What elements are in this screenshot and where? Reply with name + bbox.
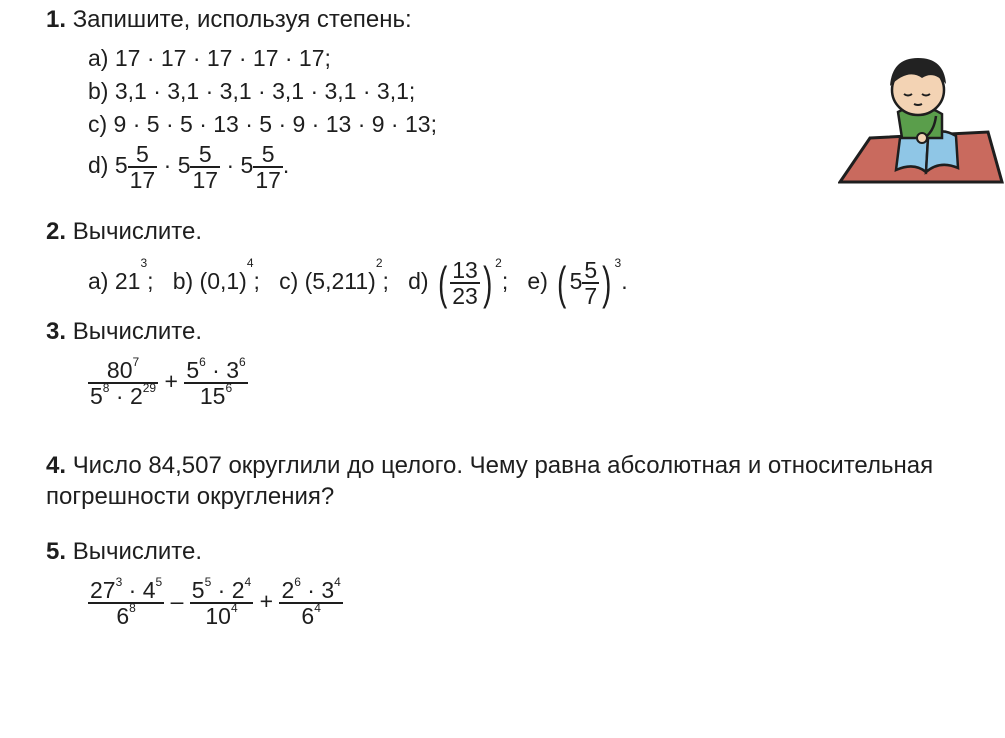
exponent: 6 (225, 381, 233, 396)
base: (5,211) (304, 268, 376, 295)
exponent: 8 (102, 381, 110, 396)
end-punct: . (621, 268, 628, 295)
end-punct: ; (147, 268, 154, 295)
problem-1c: c) 9 · 5 · 5 · 13 · 5 · 9 · 13 · 9 · 13; (88, 111, 437, 137)
end-punct: . (282, 152, 290, 179)
whole-part: 5 (569, 268, 583, 295)
exponent: 4 (230, 601, 238, 616)
fraction (279, 575, 342, 630)
fraction (190, 142, 220, 192)
numerator: $2^6 \cdot 3^4$ (281, 575, 341, 603)
fraction (88, 355, 158, 410)
item-label: d) (408, 268, 429, 295)
problem-1-title (46, 6, 412, 34)
problem-3-expression (88, 355, 248, 410)
exponent: 8 (129, 601, 136, 616)
exponent: 4 (246, 256, 254, 270)
whole-part: 5 (240, 152, 254, 179)
item-label: b) (172, 268, 194, 295)
dot-operator: · (163, 152, 172, 179)
base: 2 (129, 383, 143, 410)
denominator (279, 601, 342, 630)
item-2a (88, 256, 154, 295)
base: 3 (321, 577, 335, 603)
numerator: 5 (190, 142, 220, 168)
denominator: 7 (584, 283, 598, 310)
right-paren: ) (482, 257, 493, 310)
problem-number: 2. (46, 218, 67, 245)
left-paren: ( (557, 257, 567, 310)
base: 80 (106, 357, 133, 383)
exponent: 6 (199, 355, 206, 369)
item-label: e) (527, 268, 548, 295)
whole-part: 5 (177, 152, 191, 179)
end-punct: ; (382, 268, 389, 295)
denominator (88, 601, 164, 630)
problem-number: 4. (46, 452, 67, 479)
base: 27 (90, 577, 116, 603)
base: 5 (191, 577, 205, 603)
numerator: $27^3 \cdot 4^5$ (90, 575, 163, 603)
problem-1b: b) 3,1 · 3,1 · 3,1 · 3,1 · 3,1 · 3,1; (88, 78, 416, 104)
item-label: а) (88, 268, 109, 295)
problem-text: Запишите, используя степень: (72, 6, 412, 33)
numerator: $5^6 \cdot 3^6$ (186, 355, 246, 383)
exponent: 4 (334, 575, 341, 589)
fraction (184, 355, 247, 410)
denominator: 17 (192, 167, 219, 194)
base: 5 (186, 357, 200, 383)
minus-operator: – (170, 588, 184, 615)
base: 15 (199, 383, 226, 410)
denominator (190, 601, 253, 630)
exponent: 3 (614, 256, 622, 270)
problem-text: Вычислите. (72, 538, 203, 565)
right-paren: ) (602, 257, 612, 310)
fraction (190, 575, 253, 630)
problem-2-title (46, 218, 202, 246)
problem-5-expression (88, 575, 343, 630)
base: 4 (142, 577, 156, 603)
denominator: $5^8 \cdot 2^{29}$ (90, 381, 157, 410)
whole-part: 5 (114, 152, 128, 179)
base: 10 (205, 603, 231, 630)
exponent: 3 (115, 575, 123, 589)
plus-operator: + (164, 368, 178, 395)
exponent: 2 (375, 256, 383, 270)
end-punct: ; (253, 268, 260, 295)
item-2e (527, 256, 628, 310)
exponent: 5 (155, 575, 163, 589)
denominator: 17 (255, 167, 281, 194)
item-label: c) (279, 268, 299, 295)
end-punct: ; (501, 268, 509, 295)
numerator: 13 (452, 257, 478, 283)
exponent: 5 (204, 575, 212, 589)
item-label: d) (88, 152, 109, 179)
base: 3 (226, 357, 240, 383)
exponent: 2 (495, 256, 502, 270)
fraction (253, 142, 283, 192)
dot-operator: · (226, 152, 235, 179)
exponent: 6 (239, 355, 246, 369)
numerator: $5^5 \cdot 2^4$ (191, 575, 252, 603)
base: 6 (116, 603, 130, 630)
exponent: 4 (244, 575, 252, 589)
boy-reading-book-icon (838, 46, 1004, 188)
item-2d (408, 256, 509, 310)
problem-text: Вычислите. (72, 218, 203, 245)
plus-operator: + (259, 588, 274, 615)
item-2b (172, 256, 260, 295)
problem-number: 5. (46, 538, 67, 565)
fraction (88, 575, 164, 630)
left-paren: ( (437, 257, 448, 310)
base: 6 (301, 603, 315, 630)
problem-4 (46, 450, 996, 512)
problem-2-items (88, 258, 628, 308)
problem-number: 3. (46, 318, 67, 345)
problem-number: 1. (46, 6, 67, 33)
numerator: 5 (584, 257, 598, 283)
base: (0,1) (199, 268, 247, 295)
problem-text: Число 84,507 округлили до целого. Чему равна абсолютная и относительная погрешности округления? (46, 452, 934, 510)
base: 2 (281, 577, 295, 603)
fraction (450, 258, 480, 308)
base: 5 (90, 383, 103, 410)
fraction (582, 258, 599, 308)
exponent: 29 (142, 381, 157, 396)
problem-1a: а) 17 · 17 · 17 · 17 · 17; (88, 45, 331, 71)
exponent: 6 (294, 575, 301, 589)
problem-5-title (46, 538, 202, 566)
fraction (128, 142, 158, 192)
problem-text: Вычислите. (72, 318, 203, 345)
problem-3-title (46, 318, 202, 346)
exponent: 4 (314, 601, 321, 616)
denominator: 17 (129, 167, 156, 194)
exponent: 7 (132, 355, 140, 369)
base: 21 (114, 268, 141, 295)
numerator: 5 (128, 142, 158, 168)
base: 2 (231, 577, 245, 603)
problem-1d (88, 142, 289, 192)
exponent: 3 (140, 256, 148, 270)
denominator: 23 (452, 283, 478, 310)
numerator: 5 (253, 142, 283, 168)
item-2c (279, 256, 389, 295)
denominator (184, 381, 247, 410)
